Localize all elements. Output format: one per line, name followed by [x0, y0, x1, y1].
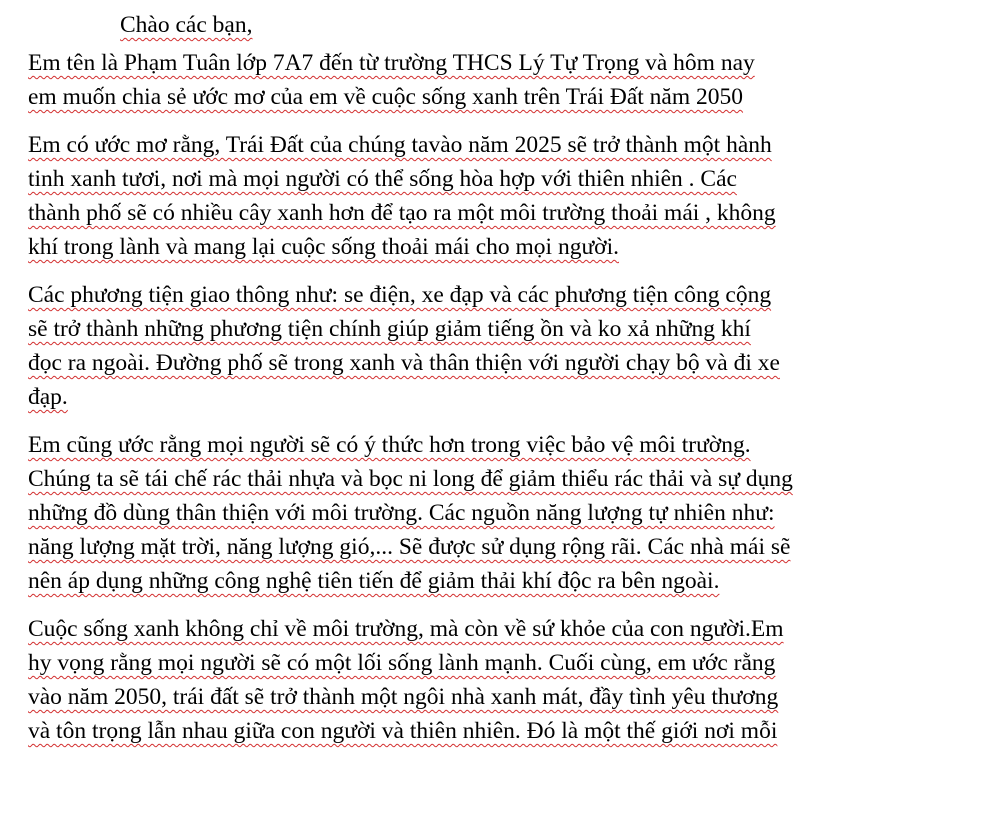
text-line — [28, 646, 928, 680]
text-line — [28, 312, 928, 346]
paragraph-transport — [28, 278, 928, 414]
text-line — [28, 46, 928, 80]
spellcheck-underline: những đồ dùng thân thiện với môi trường. Các nguồn năng lượng tự nhiên như: — [28, 500, 775, 526]
text-line — [28, 162, 928, 196]
text-line — [28, 428, 928, 462]
text-line — [28, 346, 928, 380]
spellcheck-underline: và tôn trọng lẫn nhau giữa con người và thiên nhiên. Đó là một thế giới nơi mỗi — [28, 718, 778, 744]
text-line — [28, 80, 928, 114]
text-line — [28, 714, 928, 748]
spellcheck-underline: Em có ước mơ rằng, Trái Đất của chúng tavào năm 2025 sẽ trở thành một hành — [28, 132, 772, 158]
greeting-line: Chào các bạn, — [120, 12, 253, 38]
spellcheck-underline: Cuộc sống xanh không chỉ về môi trường, mà còn về sứ khỏe của con người.Em — [28, 616, 784, 642]
text-line — [28, 278, 928, 312]
spellcheck-underline: nên áp dụng những công nghệ tiên tiến để giảm thải khí độc ra bên ngoài. — [28, 568, 720, 594]
text-line — [28, 128, 928, 162]
paragraph-green-life — [28, 612, 928, 748]
text-line — [28, 380, 928, 414]
spellcheck-underline: Các phương tiện giao thông như: se điện, xe đạp và các phương tiện công cộng — [28, 282, 772, 308]
spellcheck-underline: đạp. — [28, 384, 68, 410]
text-line — [28, 230, 928, 264]
text-line — [28, 530, 928, 564]
spellcheck-underline: em muốn chia sẻ ước mơ của em về cuộc sống xanh trên Trái Đất năm 2050 — [28, 84, 744, 110]
paragraph-dream-earth — [28, 128, 928, 264]
text-line — [28, 564, 928, 598]
document-body[interactable] — [28, 8, 928, 762]
text-line — [28, 496, 928, 530]
spellcheck-underline: khí trong lành và mang lại cuộc sống thoải mái cho mọi người. — [28, 234, 620, 260]
spellcheck-underline: thành phố sẽ có nhiều cây xanh hơn để tạo ra một môi trường thoải mái , không — [28, 200, 776, 226]
spellcheck-underline: vào năm 2050, trái đất sẽ trở thành một ngôi nhà xanh mát, đầy tình yêu thương — [28, 684, 779, 710]
spellcheck-underline: Em tên là Phạm Tuân lớp 7A7 đến từ trường THCS Lý Tự Trọng và hôm nay — [28, 50, 755, 76]
spellcheck-underline: năng lượng mặt trời, năng lượng gió,... Sẽ được sử dụng rộng rãi. Các nhà mái sẽ — [28, 534, 791, 560]
spellcheck-underline: đọc ra ngoài. Đường phố sẽ trong xanh và thân thiện với người chạy bộ và đi xe — [28, 350, 780, 376]
spellcheck-underline: Em cũng ước rằng mọi người sẽ có ý thức hơn trong việc bảo vệ môi trường. — [28, 432, 751, 458]
text-line — [28, 462, 928, 496]
spellcheck-underline: sẽ trở thành những phương tiện chính giúp giảm tiếng ồn và ko xả những khí — [28, 316, 751, 342]
paragraph-environment — [28, 428, 928, 598]
text-line — [28, 196, 928, 230]
spellcheck-underline: tinh xanh tươi, nơi mà mọi người có thể sống hòa hợp với thiên nhiên . Các — [28, 166, 737, 192]
text-line — [28, 680, 928, 714]
spellcheck-underline: Chúng ta sẽ tái chế rác thải nhựa và bọc ni long để giảm thiểu rác thải và sự dụng — [28, 466, 793, 492]
spellcheck-underline: hy vọng rằng mọi người sẽ có một lối sống lành mạnh. Cuối cùng, em ước rằng — [28, 650, 776, 676]
paragraph-introduction — [28, 46, 928, 114]
text-line — [28, 612, 928, 646]
